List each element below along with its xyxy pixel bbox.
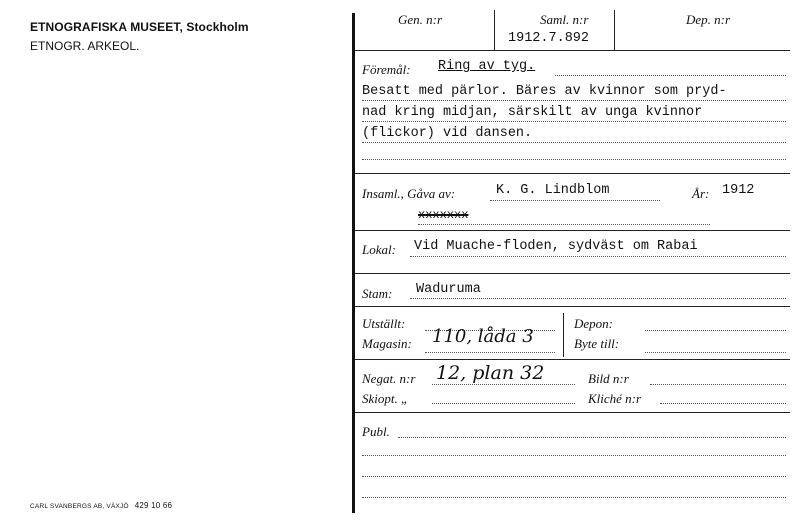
cliche-dotted-line xyxy=(660,403,786,404)
depon-label: Depon: xyxy=(574,316,613,331)
locality-bottom-rule xyxy=(355,273,790,274)
magazine-label: Magasin: xyxy=(362,336,412,351)
tribe-value: Waduruma xyxy=(416,282,481,297)
header-separator-2 xyxy=(614,10,615,50)
object-dotted-line-4 xyxy=(362,159,786,160)
object-dotted-line-3 xyxy=(362,142,786,143)
bild-dotted-line xyxy=(650,384,786,385)
publication-dotted-line-4 xyxy=(362,497,786,498)
object-desc-line-3: (flickor) vid dansen. xyxy=(362,126,533,141)
locality-dotted-line xyxy=(410,256,786,257)
exchange-label: Byte till: xyxy=(574,336,620,351)
saml-number-label: Saml. n:r xyxy=(540,12,589,27)
storage-bottom-rule xyxy=(355,359,790,360)
storage-separator xyxy=(563,313,564,357)
object-dotted-line-0 xyxy=(555,75,786,76)
gen-number-label: Gen. n:r xyxy=(398,12,443,27)
locality-label: Lokal: xyxy=(362,242,396,257)
donor-dotted-line xyxy=(490,200,660,201)
exhibited-label: Utställt: xyxy=(362,316,406,331)
header-separator-1 xyxy=(494,10,495,50)
negatives-bottom-rule xyxy=(355,412,790,413)
object-desc-line-2: nad kring midjan, särskilt av unga kvinnor xyxy=(362,105,703,120)
acquisition-dotted-line-2 xyxy=(418,224,710,225)
publication-dotted-line-2 xyxy=(362,455,786,456)
object-name: Ring av tyg. xyxy=(438,59,536,74)
donor-value: K. G. Lindblom xyxy=(496,183,610,198)
tribe-label: Stam: xyxy=(362,286,393,301)
dep-number-label: Dep. n:r xyxy=(686,12,731,27)
negative-dotted-line xyxy=(432,384,575,385)
publication-label: Publ. xyxy=(362,424,390,439)
skiopt-label: Skiopt. „ xyxy=(362,391,409,406)
publication-dotted-line-1 xyxy=(398,437,786,438)
negative-number-value: 12, plan 32 xyxy=(436,362,545,384)
printer-number: 429 10 66 xyxy=(134,501,173,510)
object-dotted-line-1 xyxy=(362,100,786,101)
printer-name: CARL SVANBERGS AB, VÄXJÖ xyxy=(30,503,129,510)
museum-name xyxy=(30,20,249,34)
object-dotted-line-2 xyxy=(362,121,786,122)
exchange-dotted-line xyxy=(645,352,786,353)
cliche-number-label: Kliché n:r xyxy=(588,391,642,406)
acquisition-bottom-rule xyxy=(355,230,790,231)
acquisition-label: Insaml., Gåva av: xyxy=(362,186,456,201)
object-label: Föremål: xyxy=(362,62,411,77)
bild-number-label: Bild n:r xyxy=(588,371,629,386)
magazine-dotted-line xyxy=(425,352,555,353)
department-label: ETNOGR. ARKEOL. xyxy=(30,39,140,53)
tribe-bottom-rule xyxy=(355,306,790,307)
publication-dotted-line-3 xyxy=(362,476,786,477)
locality-value: Vid Muache-floden, sydväst om Rabai xyxy=(414,239,698,254)
object-bottom-rule xyxy=(355,173,790,174)
year-label: År: xyxy=(692,186,710,201)
depon-dotted-line xyxy=(645,330,786,331)
card-left-rule xyxy=(352,13,355,513)
negative-number-label: Negat. n:r xyxy=(362,371,416,386)
museum-name-text: ETNOGRAFISKA MUSEET, xyxy=(30,20,183,34)
object-desc-line-1: Besatt med pärlor. Bäres av kvinnor som pryd- xyxy=(362,84,727,99)
museum-city: Stockholm xyxy=(186,20,249,34)
year-value: 1912 xyxy=(722,183,755,198)
saml-number-value: 1912.7.892 xyxy=(508,31,590,46)
crossed-out-text: xxxxxxx xyxy=(418,208,469,222)
tribe-dotted-line xyxy=(410,298,786,299)
header-bottom-rule xyxy=(355,50,790,51)
magazine-value: 110, låda 3 xyxy=(432,326,534,347)
printer-imprint xyxy=(30,501,172,510)
skiopt-dotted-line xyxy=(432,403,575,404)
